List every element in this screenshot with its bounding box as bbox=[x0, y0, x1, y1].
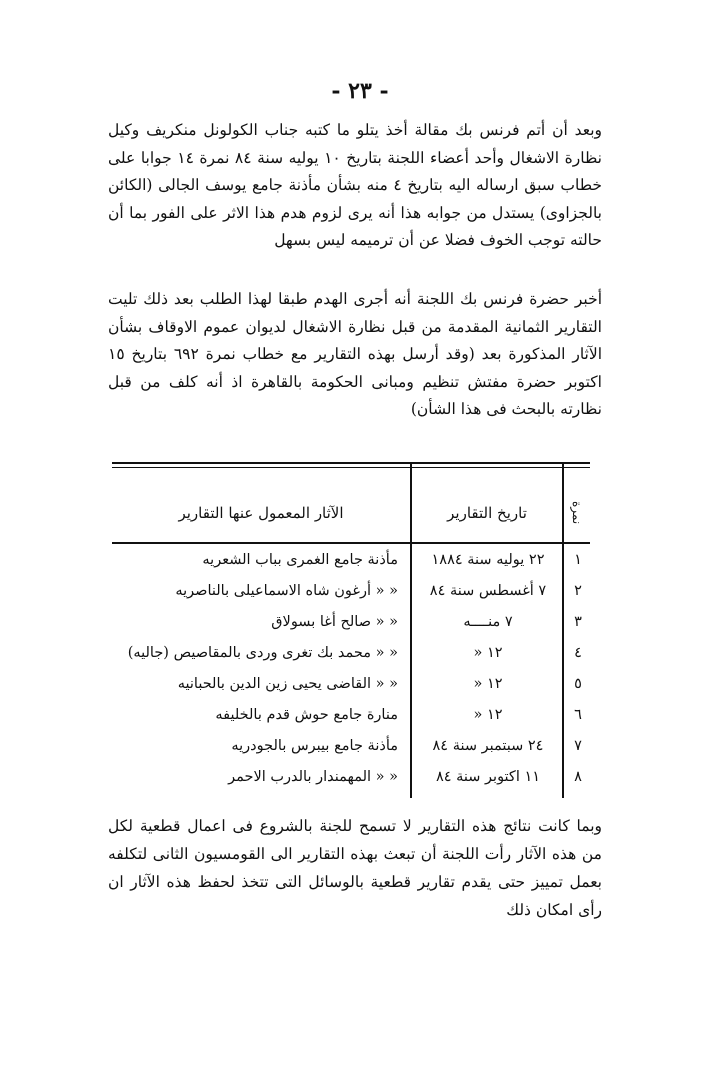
paragraph-3: وبما كانت نتائج هذه التقارير لا تسمح للجنة بالشروع فى اعمال قطعية لكل من هذه الآثار رأت اللجنة أن تبعث بهذه التقارير الى القومسيون الثانى لتكلفه بعمل تمييز حتى يقدم تقارير قطعية بالوسائل التى تتخذ لحفظ هذه الآثار ان رأى امكان ذلك bbox=[108, 817, 602, 919]
table-top-rule-thin bbox=[112, 467, 590, 468]
row-site: « « محمد بك تغرى وردى بالمقاصيص (جاليه) bbox=[127, 645, 398, 661]
table-row bbox=[112, 738, 590, 768]
page-number: - ٢٣ - bbox=[331, 78, 389, 104]
table-row bbox=[112, 614, 590, 644]
row-site: مأذنة جامع بيبرس بالجودريه bbox=[231, 738, 398, 754]
row-number: ٥ bbox=[574, 676, 582, 692]
row-date: ١٢ « bbox=[473, 707, 503, 723]
table-row bbox=[112, 769, 590, 799]
row-site: مأذنة جامع الغمرى بباب الشعريه bbox=[202, 552, 398, 568]
row-site: منارة جامع حوش قدم بالخليفه bbox=[215, 707, 398, 723]
row-site: « « صالح أغا بسولاق bbox=[271, 614, 398, 630]
header-number: نمرة bbox=[570, 501, 584, 525]
table-row bbox=[112, 676, 590, 706]
row-date: ١١ اكتوبر سنة ٨٤ bbox=[435, 769, 541, 785]
header-site: الآثار المعمول عنها التقارير bbox=[178, 504, 344, 522]
row-number: ٧ bbox=[574, 738, 582, 754]
table-row bbox=[112, 707, 590, 737]
row-number: ١ bbox=[574, 552, 582, 568]
row-number: ٦ bbox=[574, 707, 582, 723]
row-date: ١٢ « bbox=[473, 645, 503, 661]
row-site: « « القاضى يحيى زين الدين بالحبانيه bbox=[177, 676, 398, 692]
table-top-rule bbox=[112, 462, 590, 464]
row-date: ٢٤ سبتمبر سنة ٨٤ bbox=[432, 738, 544, 754]
row-site: « « المهمندار بالدرب الاحمر bbox=[228, 769, 398, 785]
row-date: ٢٢ يوليه سنة ١٨٨٤ bbox=[431, 552, 545, 568]
paragraph-2: أخبر حضرة فرنس بك اللجنة أنه أجرى الهدم طبقا لهذا الطلب بعد ذلك تليت التقارير الثمانية المقدمة من قبل نظارة الاشغال لديوان عموم الاوقاف بشأن الآثار المذكورة بعد (وقد أرسل بهذه التقارير مع خطاب نمرة ٦٩٢ بتاريخ ١٥ اكتوبر حضرة مفتش تنظيم ومبانى الحكومة بالقاهرة اذ أنه كلف من قبل نظارته بالبحث فى هذا الشأن) bbox=[108, 290, 602, 419]
row-number: ٤ bbox=[574, 645, 582, 661]
row-number: ٣ bbox=[574, 614, 582, 630]
row-date: ٧ منــــه bbox=[463, 614, 513, 630]
paragraph-1: وبعد أن أتم فرنس بك مقالة أخذ يتلو ما كتبه جناب الكولونل منكريف وكيل نظارة الاشغال وأحد أعضاء اللجنة بتاريخ ١٠ يوليه سنة ٨٤ نمرة ١٤ جوابا على خطاب سبق ارساله اليه بتاريخ ٤ منه بشأن مأذنة جامع يوسف الجالى (الكائن بالجزاوى) يستدل من جوابه هذا أنه يرى لزوم هدم هذا الاثر على الفور بما أن حالته توجب الخوف فضلا عن أن ترميمه ليس بسهل bbox=[108, 121, 602, 250]
row-number: ٨ bbox=[574, 769, 582, 785]
row-date: ١٢ « bbox=[473, 676, 503, 692]
table-row bbox=[112, 552, 590, 582]
header-date: تاريخ التقارير bbox=[447, 504, 527, 522]
row-site: « « أرغون شاه الاسماعيلى بالناصريه bbox=[175, 583, 398, 599]
row-date: ٧ أغسطس سنة ٨٤ bbox=[429, 583, 547, 599]
row-number: ٢ bbox=[574, 583, 582, 599]
table-row bbox=[112, 645, 590, 675]
header-bottom-rule bbox=[112, 542, 590, 544]
table-row bbox=[112, 583, 590, 613]
reports-table bbox=[112, 462, 590, 798]
